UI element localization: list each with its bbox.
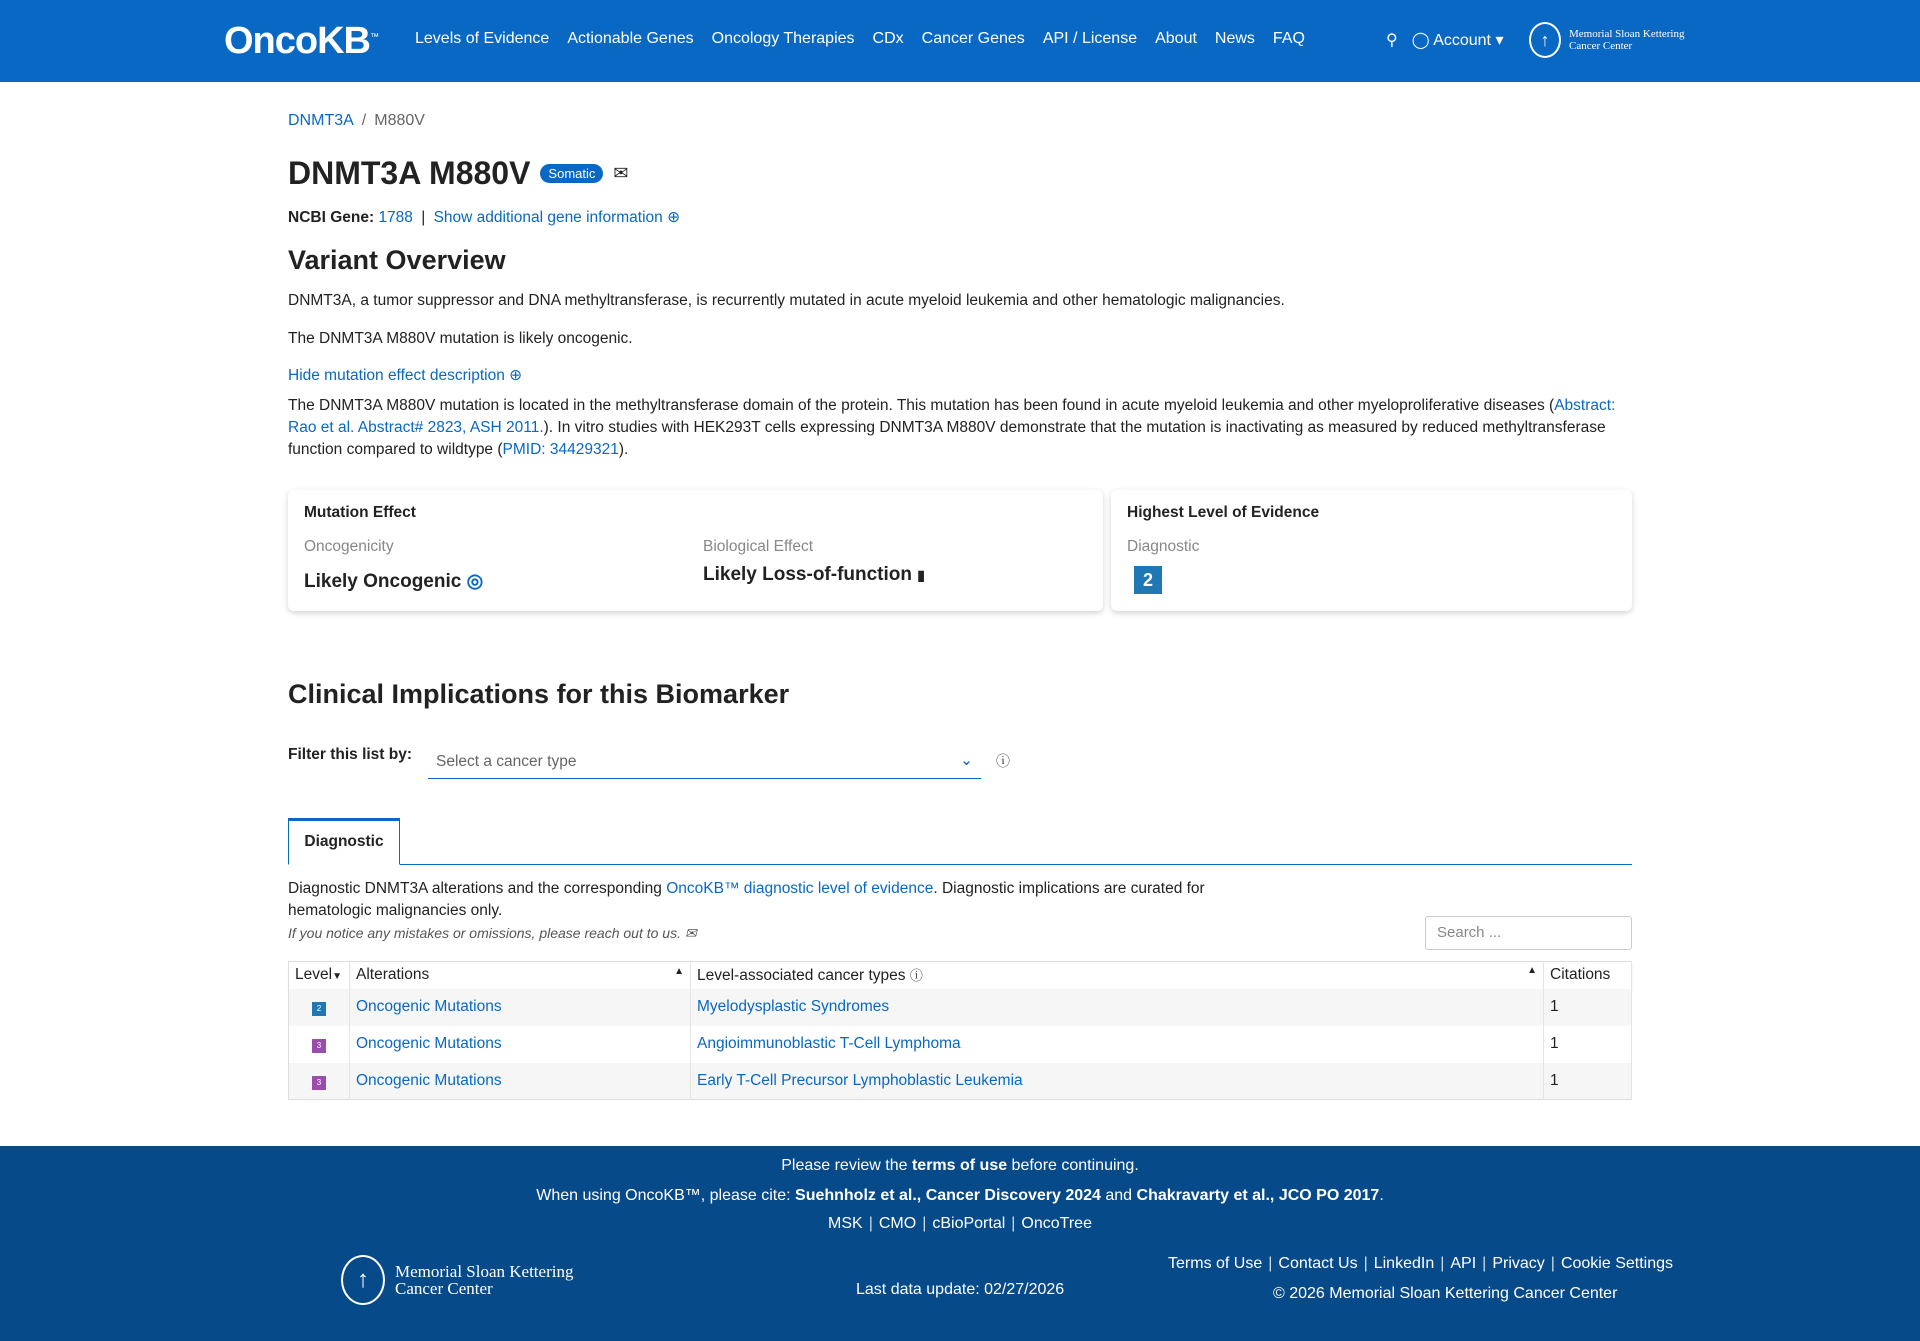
- nav-actionable-genes[interactable]: Actionable Genes: [567, 30, 694, 47]
- msk-emblem-icon: ↑: [1529, 22, 1561, 58]
- breadcrumb-gene[interactable]: DNMT3A: [288, 112, 354, 129]
- oncogenic-target-icon: ◎: [466, 571, 484, 592]
- table-row: [289, 1026, 1632, 1063]
- footer-terms-of-use[interactable]: Terms of Use: [1168, 1255, 1263, 1272]
- diagnostic-level-link[interactable]: OncoKB™ diagnostic level of evidence: [666, 880, 934, 897]
- column-header-level[interactable]: Level▼: [289, 962, 350, 989]
- level-3-icon[interactable]: 3: [312, 1039, 326, 1053]
- highest-level-card: [1111, 490, 1632, 611]
- nav-news[interactable]: News: [1214, 30, 1255, 47]
- alteration-link[interactable]: Oncogenic Mutations: [356, 998, 502, 1015]
- mutation-effect-card: [288, 490, 1103, 611]
- card-title: Highest Level of Evidence: [1127, 504, 1320, 521]
- column-header-cancer-types[interactable]: Level-associated cancer types ⓘ ▲: [691, 962, 1544, 989]
- copyright: © 2026 Memorial Sloan Kettering Cancer Center: [1273, 1285, 1618, 1302]
- mutation-effect-description: The DNMT3A M880V mutation is located in the methyltransferase domain of the protein. This mutation has been found in acute myeloid leukemia and other myeloproliferative diseases (Abstract: Rao et al. Abstract# 2823, ASH 2011.). In vitro studies with HEK293T cells expressing DNMT3A M880V demonstrate that the mutation is inactivating as measured by reduced methyltransferase function compared to wildtype (PMID: 34429321).: [288, 397, 1616, 458]
- footer-cookie-settings[interactable]: Cookie Settings: [1560, 1255, 1673, 1272]
- card-title: Mutation Effect: [304, 504, 416, 521]
- page-title: DNMT3A M880V: [288, 155, 531, 191]
- breadcrumb: DNMT3A / M880V: [288, 112, 425, 129]
- ncbi-gene-link[interactable]: 1788: [378, 209, 413, 226]
- biological-effect-value: Likely Loss-of-function: [703, 564, 912, 585]
- abstract-link[interactable]: Abstract: Rao et al. Abstract# 2823, ASH 2011.: [288, 397, 1616, 436]
- oncogenicity-label: Oncogenicity: [304, 538, 394, 555]
- nav-cancer-genes[interactable]: Cancer Genes: [921, 30, 1025, 47]
- footer-link-oncotree[interactable]: OncoTree: [1021, 1215, 1092, 1232]
- filter-label: Filter this list by:: [288, 746, 413, 763]
- biological-effect-label: Biological Effect: [703, 538, 813, 555]
- show-gene-info-link[interactable]: Show additional gene information: [433, 209, 663, 226]
- citations-count[interactable]: 1: [1544, 1026, 1632, 1063]
- citations-count[interactable]: 1: [1544, 989, 1632, 1026]
- somatic-badge: Somatic: [540, 164, 603, 183]
- level-2-icon[interactable]: 2: [312, 1002, 326, 1016]
- footer-linkedin[interactable]: LinkedIn: [1373, 1255, 1435, 1272]
- info-icon[interactable]: ⓘ: [909, 968, 923, 984]
- terms-notice: Please review the terms of use before continuing.: [781, 1157, 1139, 1174]
- msk-emblem-icon: ↑: [341, 1255, 385, 1305]
- citation-notice: When using OncoKB™, please cite: Suehnholz et al., Cancer Discovery 2024 and Chakravarty et al., JCO PO 2017.: [536, 1187, 1384, 1204]
- book-icon[interactable]: ▮: [917, 567, 925, 583]
- oncokb-logo[interactable]: OncoKB™: [224, 20, 378, 62]
- level-category-label: Diagnostic: [1127, 538, 1200, 555]
- cancer-type-link[interactable]: Myelodysplastic Syndromes: [697, 998, 890, 1015]
- alteration-link[interactable]: Oncogenic Mutations: [356, 1071, 502, 1089]
- alteration-link[interactable]: Oncogenic Mutations: [356, 1035, 502, 1052]
- ncbi-label: NCBI Gene:: [288, 209, 375, 226]
- oncogenicity-value: Likely Oncogenic: [304, 571, 462, 592]
- terms-link[interactable]: terms of use: [911, 1157, 1008, 1174]
- user-icon: ◯: [1411, 32, 1430, 49]
- caret-down-icon: ▾: [1495, 32, 1504, 49]
- footer-link-cmo[interactable]: CMO: [878, 1215, 917, 1232]
- variant-summary: The DNMT3A M880V mutation is likely oncogenic.: [288, 330, 633, 347]
- sort-desc-icon: ▼: [332, 971, 342, 983]
- chevron-down-icon: ⌄: [960, 752, 973, 769]
- cancer-type-select[interactable]: Select a cancer type ⌄: [428, 745, 981, 779]
- table-row: [289, 989, 1632, 1026]
- nav-faq[interactable]: FAQ: [1272, 30, 1305, 47]
- implications-table: [288, 961, 1632, 1100]
- chevron-up-circle-icon: ⊕: [509, 367, 523, 384]
- search-icon[interactable]: ⚲: [1386, 32, 1398, 49]
- footer-api[interactable]: API: [1450, 1255, 1477, 1272]
- feedback-note: If you notice any mistakes or omissions, please reach out to us.: [288, 925, 681, 941]
- top-navbar: [0, 0, 1920, 82]
- tab-bar: [288, 818, 1632, 865]
- cite-link-1[interactable]: Suehnholz et al., Cancer Discovery 2024: [795, 1187, 1101, 1204]
- cancer-type-link[interactable]: Angioimmunoblastic T-Cell Lymphoma: [697, 1035, 961, 1052]
- gene-summary: DNMT3A, a tumor suppressor and DNA methyltransferase, is recurrently mutated in acute myeloid leukemia and other hematologic malignancies.: [288, 292, 1285, 309]
- footer-link-msk[interactable]: MSK: [828, 1215, 863, 1232]
- msk-logo[interactable]: ↑ Memorial Sloan Kettering Cancer Center: [1529, 22, 1684, 58]
- sort-icon: ▲: [1527, 965, 1537, 977]
- footer: Please review the terms of use before continuing. When using OncoKB™, please cite: Suehnholz et al., Cancer Discovery 2024 and Chakravarty et al., JCO PO 2017. MSK | CMO | cBioPortal | OncoTree ↑ Memorial Sloan Kettering Cancer Center Last data update: 02/27/2026 Terms of Use | Contact Us | LinkedIn | API | Privacy | Cookie Settings © 2026 Memorial Sloan Kettering Cancer Center: [0, 1146, 1920, 1341]
- mail-icon[interactable]: ✉: [613, 163, 629, 183]
- nav-api-license[interactable]: API / License: [1042, 30, 1138, 47]
- cancer-type-link[interactable]: Early T-Cell Precursor Lymphoblastic Leukemia: [697, 1071, 1023, 1089]
- chevron-down-circle-icon: ⊕: [667, 209, 681, 226]
- nav-levels-of-evidence[interactable]: Levels of Evidence: [415, 30, 550, 47]
- table-search-input[interactable]: Search ...: [1425, 916, 1632, 950]
- cite-link-2[interactable]: Chakravarty et al., JCO PO 2017: [1136, 1187, 1380, 1204]
- breadcrumb-variant: M880V: [374, 112, 425, 129]
- footer-msk-logo[interactable]: ↑ Memorial Sloan Kettering Cancer Center: [341, 1255, 573, 1305]
- clinical-implications-heading: Clinical Implications for this Biomarker: [288, 679, 790, 709]
- level-3-icon[interactable]: 3: [312, 1076, 326, 1090]
- citations-count[interactable]: 1: [1544, 1063, 1632, 1100]
- tab-diagnostic[interactable]: Diagnostic: [288, 818, 400, 865]
- level-2-badge[interactable]: 2: [1134, 566, 1162, 594]
- variant-overview-heading: Variant Overview: [288, 245, 506, 275]
- diagnostic-description: Diagnostic DNMT3A alterations and the corresponding OncoKB™ diagnostic level of evidence. Diagnostic implications are curated for hematologic malignancies only.: [288, 880, 1205, 919]
- table-row: [289, 1063, 1632, 1100]
- nav-about[interactable]: About: [1155, 30, 1197, 47]
- nav-oncology-therapies[interactable]: Oncology Therapies: [711, 30, 855, 47]
- column-header-alterations[interactable]: Alterations ▲: [350, 962, 691, 989]
- nav-cdx[interactable]: CDx: [872, 30, 904, 47]
- pmid-link[interactable]: PMID: 34429321: [502, 441, 619, 458]
- mail-icon[interactable]: ✉: [684, 925, 697, 941]
- info-icon[interactable]: ⓘ: [996, 753, 1010, 769]
- footer-privacy[interactable]: Privacy: [1492, 1255, 1545, 1272]
- hide-description-link[interactable]: Hide mutation effect description: [288, 367, 505, 384]
- last-data-update: Last data update: 02/27/2026: [856, 1281, 1065, 1298]
- footer-contact-us[interactable]: Contact Us: [1278, 1255, 1358, 1272]
- sort-icon: ▲: [674, 966, 684, 978]
- footer-link-cbioportal[interactable]: cBioPortal: [932, 1215, 1006, 1232]
- column-header-citations[interactable]: Citations: [1544, 962, 1632, 989]
- account-menu[interactable]: ◯ Account ▾: [1411, 32, 1504, 49]
